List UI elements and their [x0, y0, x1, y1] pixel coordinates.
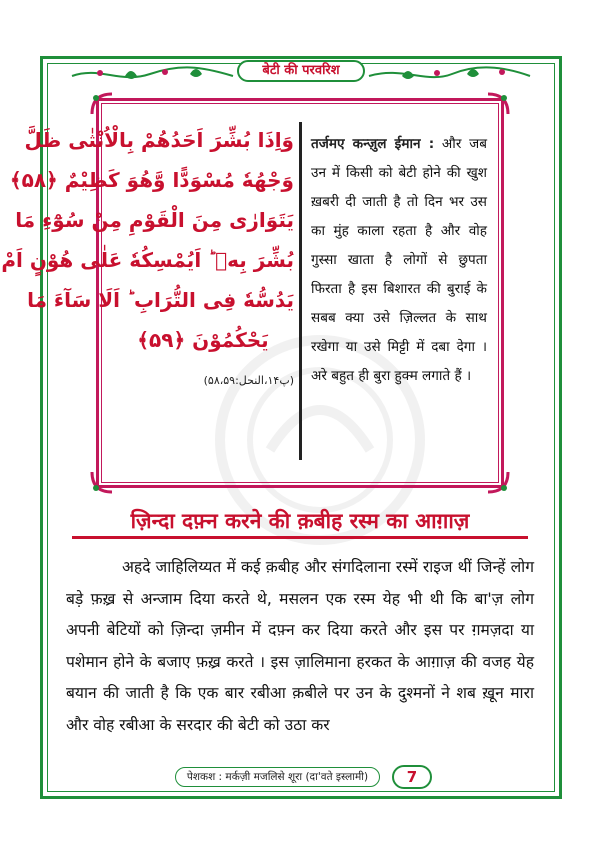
- translation-title: तर्जमए कन्ज़ुल ईमान :: [311, 136, 435, 152]
- section-heading: ज़िन्दा दफ़्न करने की क़बीह रस्म का आग़ाज़: [130, 509, 470, 533]
- body-text: अहदे जाहिलिय्यत में कई क़बीह और संगदिलाना रस्में राइज थीं जिन्हें लोग बड़े फ़ख़्र से अन्जाम दिया करते थे, मसलन एक रस्म येह भी थी कि बा'ज़ लोग अपनी बेटियों को ज़िन्दा ज़मीन में दफ़्न कर दिया करते और इस पर ग़मज़दा या पशेमान होने के बजाए फ़ख़्र करते । इस ज़ालिमाना हरकत के आग़ाज़ की वजह येह बयान की जाती है कि एक बार रबीआ क़बीले पर उन के दुश्मनों ने शब ख़ून मारा और वोह रबीआ के सरदार की बेटी को उठा कर: [66, 558, 534, 734]
- arabic-line: وَاِذَا بُشِّرَ اَحَدُهُمْ بِالْاُنْثٰى ظَلَّ: [24, 128, 294, 152]
- running-header: बेटी की परवरिश: [237, 60, 365, 82]
- column-divider: [299, 122, 302, 460]
- translation-text: और जब उन में किसी को बेटी होने की खुश ख़बरी दी जाती है तो दिन भर उस का मुंह काला रहता है और वोह गुस्सा खाता है लोगों से छुपता फिरता है इस बिशारत की बुराई के सबब क्या उसे ज़िल्लत के साथ रखेगा या उसे मिट्टी में दबा देगा । अरे बहुत ही बुरा हुक्म लगाते हैं ।: [311, 136, 487, 384]
- footer-publisher: पेशकश : मर्कज़ी मजलिसे शूरा (दा'वते इस्लामी): [175, 767, 380, 787]
- right-vine-ornament: [367, 64, 532, 84]
- verse-reference: (پ۱۴،النحل:۵۸،۵۹): [203, 374, 294, 387]
- corner-ornament-icon: [88, 468, 116, 496]
- heading-underline: [72, 536, 528, 539]
- verse-translation: [311, 130, 487, 391]
- corner-ornament-icon: [484, 468, 512, 496]
- corner-ornament-icon: [484, 90, 512, 118]
- arabic-line: يَحْكُمُوْنَ ﴿۵۹﴾: [137, 328, 269, 352]
- arabic-line: يَدُسُّهٗ فِى التُّرَابِ ؕ اَلَا سَآءَ مَا: [27, 288, 294, 312]
- arabic-line: وَجْهُهٗ مُسْوَدًّا وَّهُوَ كَظِيْمٌ ﴿۵۸﴾: [9, 168, 294, 192]
- left-vine-ornament: [70, 64, 235, 84]
- corner-ornament-icon: [88, 90, 116, 118]
- arabic-line: يَتَوَارٰى مِنَ الْقَوْمِ مِنْ سُوْٓءِ مَا: [15, 208, 294, 232]
- body-paragraph: [66, 552, 534, 741]
- arabic-verse: [1, 120, 294, 400]
- arabic-line: بُشِّرَ بِهٖ ؕ اَيُمْسِكُهٗ عَلٰى هُوْنٍ اَمْ: [1, 248, 294, 272]
- page-number: 7: [392, 765, 432, 789]
